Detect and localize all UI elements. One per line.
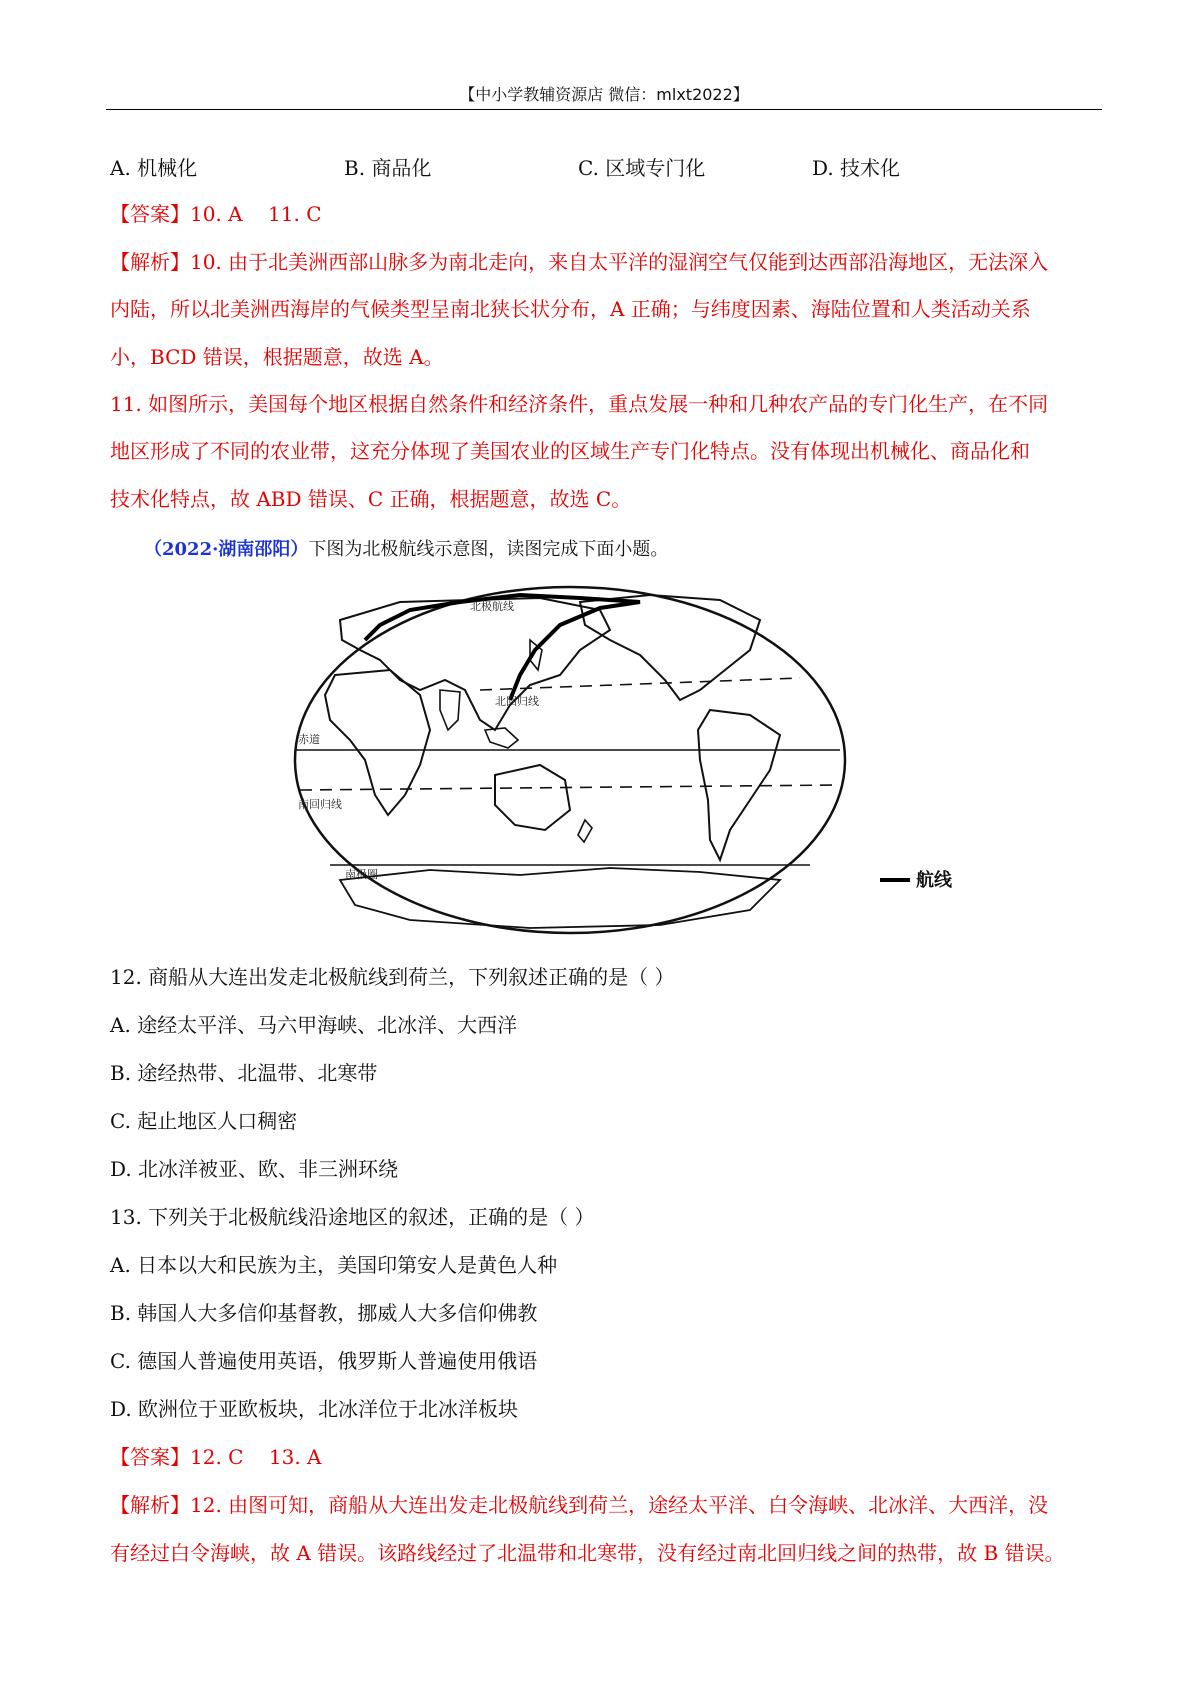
analysis2-line-2: 有经过白令海峡，故 A 错误。该路线经过了北温带和北寒带，没有经过南北回归线之间的热带，故 B 错误。 xyxy=(110,1541,1065,1565)
analysis-tag: 【解析】 xyxy=(110,1493,190,1517)
new-zealand-shape xyxy=(578,820,592,842)
answer-tag: 【答案】 xyxy=(110,202,190,226)
q13-option-b: B. 韩国人大多信仰基督教，挪威人大多信仰佛教 xyxy=(110,1301,538,1325)
tropic-of-cancer-line xyxy=(480,678,800,690)
q11-option-c: C. 区域专门化 xyxy=(578,156,706,180)
label-arctic-route: 北极航线 xyxy=(470,600,514,613)
label-antarctic-circle: 南极圈 xyxy=(345,868,378,881)
q12-option-b: B. 途经热带、北温带、北寒带 xyxy=(110,1061,378,1085)
eurasia-shape xyxy=(340,598,610,730)
answer-block-2 xyxy=(110,1442,322,1472)
q13-option-d: D. 欧洲位于亚欧板块，北冰洋位于北冰洋板块 xyxy=(110,1397,519,1421)
q12-option-a: A. 途经太平洋、马六甲海峡、北冰洋、大西洋 xyxy=(110,1013,518,1037)
q13-option-a: A. 日本以大和民族为主，美国印第安人是黄色人种 xyxy=(110,1253,558,1277)
q12-option-d: D. 北冰洋被亚、欧、非三洲环绕 xyxy=(110,1157,399,1181)
q13-stem: 13. 下列关于北极航线沿途地区的叙述，正确的是（ ） xyxy=(110,1205,595,1229)
label-equator: 赤道 xyxy=(298,733,320,746)
q11-options-row xyxy=(110,153,1046,183)
analysis2-line-1 xyxy=(110,1490,1048,1520)
analysis1-line-3: 小，BCD 错误，根据题意，故选 A。 xyxy=(110,345,444,369)
question-intro xyxy=(144,535,668,565)
answer-text: 12. C 13. A xyxy=(190,1445,322,1469)
analysis2-text-1: 12. 由图可知，商船从大连出发走北极航线到荷兰，途经太平洋、白令海峡、北冰洋、大西洋，没 xyxy=(190,1493,1049,1517)
label-tropic-of-cancer: 北回归线 xyxy=(495,695,539,708)
map-frame xyxy=(295,587,845,933)
world-map-figure xyxy=(280,580,960,940)
analysis1-line-6: 技术化特点，故 ABD 错误、C 正确，根据题意，故选 C。 xyxy=(110,487,632,511)
islands-shape xyxy=(485,728,518,748)
q13-option-c: C. 德国人普遍使用英语，俄罗斯人普遍使用俄语 xyxy=(110,1349,538,1373)
header-divider xyxy=(106,109,1102,110)
q11-option-a: A. 机械化 xyxy=(110,156,198,180)
analysis1-line-5: 地区形成了不同的农业带，这充分体现了美国农业的区域生产专门化特点。没有体现出机械化、商品化和 xyxy=(110,439,1030,463)
arctic-route-map xyxy=(280,580,960,940)
india-shape xyxy=(440,690,460,730)
analysis1-line-1 xyxy=(110,247,1048,277)
analysis1-line-2: 内陆，所以北美洲西海岸的气候类型呈南北狭长状分布，A 正确；与纬度因素、海陆位置和人类活动关系 xyxy=(110,297,1031,321)
intro-text: 下图为北极航线示意图，读图完成下面小题。 xyxy=(308,539,669,560)
answer-text: 10. A 11. C xyxy=(190,202,322,226)
q11-option-b: B. 商品化 xyxy=(344,156,432,180)
africa-shape xyxy=(325,670,430,815)
q12-stem: 12. 商船从大连出发走北极航线到荷兰，下列叙述正确的是（ ） xyxy=(110,965,675,989)
label-tropic-of-capricorn: 南回归线 xyxy=(298,798,342,811)
analysis1-text-1: 10. 由于北美洲西部山脉多为南北走向，来自太平洋的湿润空气仅能到达西部沿海地区，无法深入 xyxy=(190,250,1049,274)
legend-route-label: 航线 xyxy=(916,870,952,891)
page-header: 【中小学教辅资源店 微信：mlxt2022】 xyxy=(459,85,749,104)
source-tag: （2022·湖南邵阳） xyxy=(144,539,309,560)
australia-shape xyxy=(495,765,570,830)
q11-option-d: D. 技术化 xyxy=(812,156,901,180)
north-america-shape xyxy=(580,595,760,700)
q12-option-c: C. 起止地区人口稠密 xyxy=(110,1109,298,1133)
analysis1-line-4: 11. 如图所示，美国每个地区根据自然条件和经济条件，重点发展一种和几种农产品的专门化生产，在不同 xyxy=(110,392,1049,416)
answer-tag: 【答案】 xyxy=(110,1445,190,1469)
answer-block-1 xyxy=(110,199,322,229)
analysis-tag: 【解析】 xyxy=(110,250,190,274)
